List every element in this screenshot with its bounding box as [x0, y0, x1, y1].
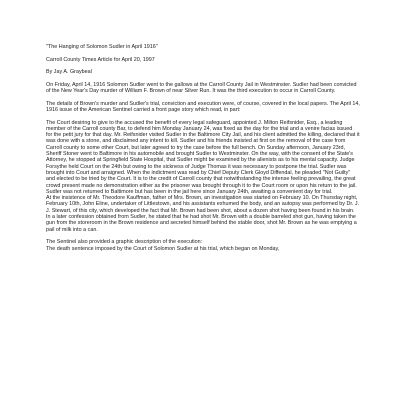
- paragraph-quote-trial: The Court desiring to give to the accused the benefit of every legal safeguard, appointed J. Milton Reifsnider, Esq., a leading member of the Carroll county Bar, to defend him Monday January 24, was fixed as the day for the trial and a venire facias issued for the petit jury for that day. Mr. Reifsnider visited Sudler in the Baltimore City Jail, and his client admitted the killing, declared that it was done with a stone, and disclaimed any intent to kill. Sudler and his friends insisted at first on the removal of the case from Carroll county to some other Court, but later agreed to try the case before the full bench. On Sunday afternoon, January 23rd, Sheriff Stoner went to Baltimore in his automobile and brought Sudler to Westminster. On the way, with the consent of the State's Attorney, he stopped at Springfield State Hospital, that Sudler might be examined by the alienists as to his mental capacity. Judge Forsythe held Court on the 24th but owing to the sickness of Judge Thomas it was necessary to postpone the trial. Sudler was brought into Court and arraigned. When the indictment was read by Chief Deputy Clerk Gloyd Diffendal, he pleaded "Not Guilty" and elected to be tried by the Court. It is to the credit of Carroll county that notwithstanding the intense feeling prevailing, the great crowd present made no demonstration either as the prisoner was brought through it to the Court room or upon his return to the jail. Sudler was not returned to Baltimore but has been in the jail here since January 24th, awaiting a convenient day for trial.: [46, 119, 360, 195]
- article-body: [46, 44, 360, 252]
- article-byline: By Jay A. Graybeal: [46, 69, 92, 76]
- paragraph-quote-investigation: At the insistence of Mr. Theodore Kauffman, father of Mrs. Brown, an investigation was started on February 10. On Thursday night, February 10th, John Eline, undertaker of Littlestown, and his assistants exhumed the body, and an autopsy was performed by Dr. J. J. Stewart, of this city, which developed the fact that Mr. Brown had been shot, about a dozen shot having been found in his brain. In a later confession obtained from Sudler, he stated that he had shot Mr. Brown with a double barreled shot gun, having taken the gun from the storeroom in the Brown residence and secreted himself behind the stable door, shot Mr. Brown as he was emptying a pail of milk into a can.: [46, 195, 360, 233]
- paragraph-death-sentence: The death sentence imposed by the Court of Solomon Sudler at his trial, which began on Monday,: [46, 245, 280, 252]
- article-source: Carroll County Times Article for April 20, 1997: [46, 56, 155, 63]
- paragraph-coverage: The details of Brown's murder and Sudler's trial, conviction and execution were, of course, covered in the local papers. The April 14, 1916 issue of the American Sentinel carried a front page story which read, in part:: [46, 100, 360, 113]
- paragraph-execution-intro: The Sentinel also provided a graphic description of the execution:: [46, 239, 203, 246]
- paragraph-intro: On Friday, April 14, 1916 Solomon Sudler went to the gallows at the Carroll County Jail in Westminster. Sudler had been convicted of the New Year's Day murder of William F. Brown of near Silver Run. It was the third execution to occur in Carroll County.: [46, 81, 357, 95]
- article-title: "The Hanging of Solomon Sudler in April 1916": [46, 44, 158, 50]
